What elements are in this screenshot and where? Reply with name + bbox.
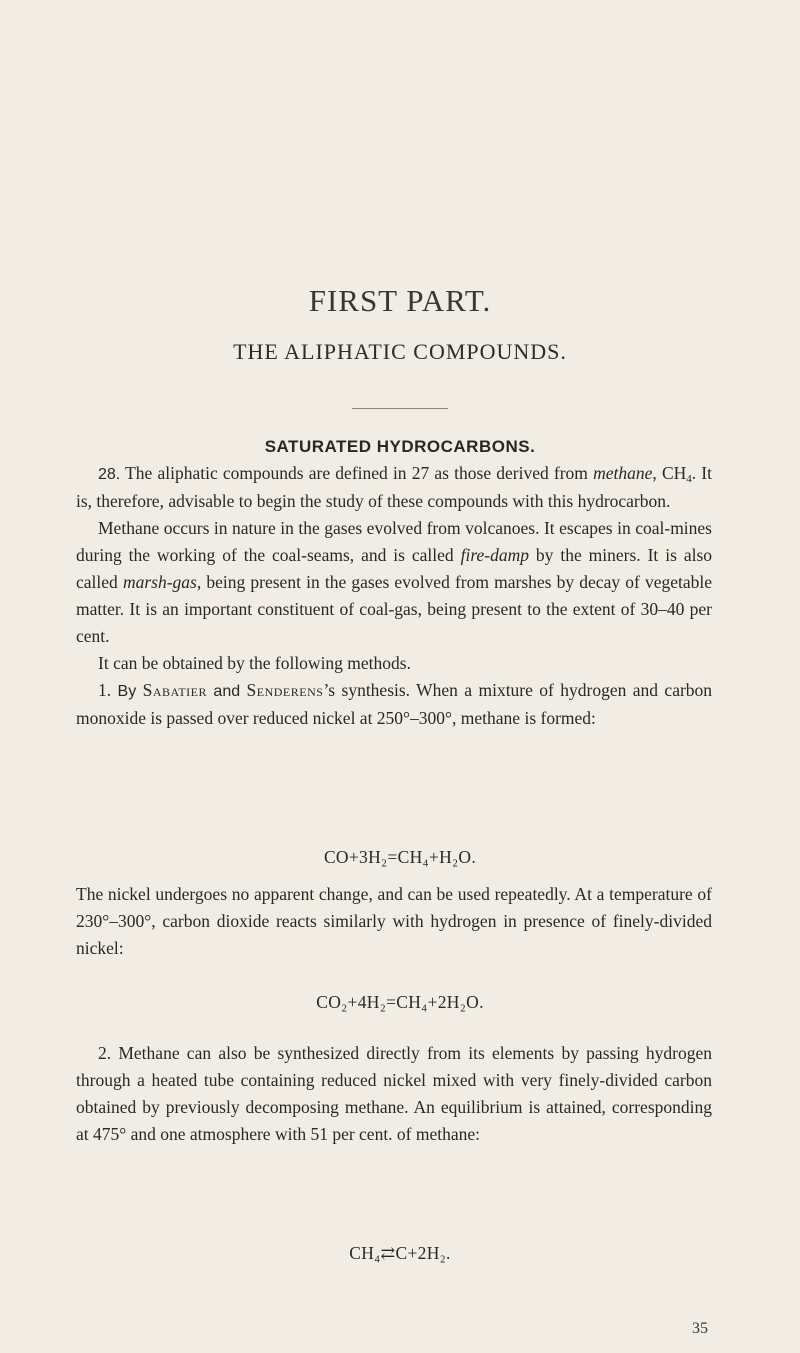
title-divider	[352, 408, 448, 409]
author-senderens: Senderens	[246, 680, 324, 700]
part-subtitle: THE ALIPHATIC COMPOUNDS.	[233, 339, 567, 364]
term-fire-damp: fire-damp	[460, 545, 529, 565]
author-sabatier: Sabatier	[142, 680, 208, 700]
paragraph-methane-occurrence: Methane occurs in nature in the gases evolved from volcanoes. It escapes in coal-mines during the working of the coal-seams, and is called fire-damp by the miners. It is also called marsh-gas, being present in the gases evolved from marshes by decay of vegetable matter. It is an important constituent of coal-gas, being present to the extent of 30–40 per cent.	[76, 518, 713, 646]
paragraph-method-1: 1. By Sabatier and Senderens’s synthesis. When a mixture of hydrogen and carbon monoxide is passed over reduced nickel at 250°–300°, methane is formed:	[76, 680, 713, 728]
term-marsh-gas: marsh-gas,	[122, 572, 202, 592]
equation-3: CH₄⇄C+2H₂.	[349, 1243, 451, 1263]
equation-2: CO₂+4H₂=CH₄+2H₂O.	[316, 992, 484, 1012]
term-methane: methane	[593, 463, 653, 483]
section-title: SATURATED HYDROCARBONS.	[264, 437, 536, 456]
formula-ch4: $CH_4$	[661, 463, 692, 485]
paragraph-methods: It can be obtained by the following methods.	[98, 653, 411, 673]
paragraph-number: 28.	[98, 466, 121, 483]
text-block-method-2	[76, 1040, 712, 1148]
paragraph-method-2: 2. Methane can also be synthesized directly from its elements by passing hydrogen through a heated tube containing reduced nickel mixed with very finely-divided carbon obtained by previously decomposing methane. An equilibrium is attained, corresponding at 475° and one atmosphere with 51 per cent. of methane:	[76, 1043, 712, 1144]
paragraph-nickel: The nickel undergoes no apparent change, and can be used repeatedly. At a temperature of 230°–300°, carbon dioxide reacts similarly with hydrogen in presence of finely-divided nickel:	[76, 884, 712, 958]
text-block-intro	[76, 460, 712, 732]
page-number: 35	[692, 1320, 708, 1337]
paragraph-28: 28. The aliphatic compounds are defined in 27 as those derived from methane, $CH_4$. It is, therefore, advisable to begin the study of these compounds with this hydrocarbon.	[76, 463, 712, 511]
part-title: FIRST PART.	[308, 283, 492, 318]
equation-1: CO+3H₂=CH₄+H₂O.	[323, 847, 477, 867]
text-block-nickel	[76, 881, 712, 962]
